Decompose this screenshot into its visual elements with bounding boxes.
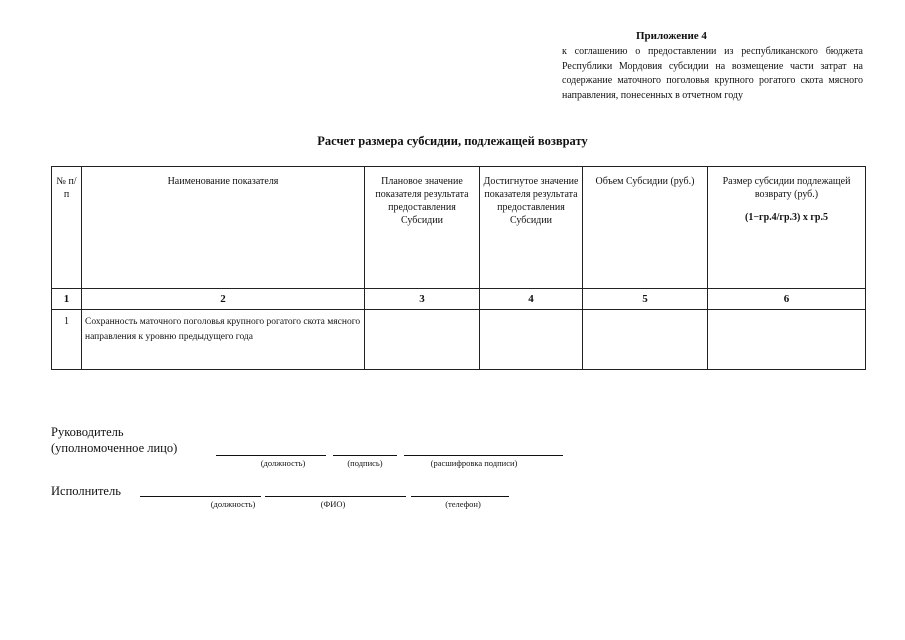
header-cell-number: № п/п bbox=[52, 167, 82, 289]
executor-position-line[interactable] bbox=[140, 496, 261, 497]
appendix-title: Приложение 4 bbox=[636, 30, 707, 42]
calculation-table bbox=[51, 166, 866, 370]
table-row bbox=[52, 310, 866, 370]
column-number: 6 bbox=[708, 289, 866, 310]
head-position-line[interactable] bbox=[216, 455, 326, 456]
head-decoding-line[interactable] bbox=[404, 455, 563, 456]
executor-caption-name: (ФИО) bbox=[320, 499, 346, 509]
header-cell-planned: Плановое значение показателя результата предоставления Субсидии bbox=[365, 167, 480, 289]
subsidy-volume-cell[interactable] bbox=[583, 310, 708, 370]
head-caption-position: (должность) bbox=[260, 458, 306, 468]
row-number-cell: 1 bbox=[52, 310, 82, 370]
head-label: Руководитель bbox=[51, 425, 124, 439]
head-label-sub: (уполномоченное лицо) bbox=[51, 441, 178, 455]
document-title: Расчет размера субсидии, подлежащей возврату bbox=[317, 134, 588, 148]
appendix-text: к соглашению о предоставлении из республиканского бюджета Республики Мордовия субсидии на возмещение части затрат на содержание маточного поголовья крупного рогатого скота мясного направления, понесенных в отчетном году bbox=[562, 46, 863, 101]
executor-caption-phone: (телефон) bbox=[445, 499, 481, 509]
head-caption-signature: (подпись) bbox=[347, 458, 383, 468]
column-number-row bbox=[52, 289, 866, 310]
executor-name-line[interactable] bbox=[265, 496, 406, 497]
executor-caption-position: (должность) bbox=[210, 499, 256, 509]
executor-label: Исполнитель bbox=[51, 484, 121, 498]
table-header-row bbox=[52, 167, 866, 289]
header-cell-refund bbox=[708, 167, 866, 289]
header-cell-name: Наименование показателя bbox=[82, 167, 365, 289]
column-number: 1 bbox=[52, 289, 82, 310]
header-refund-label: Размер субсидии подлежащей возврату (руб.) bbox=[722, 176, 851, 200]
column-number: 3 bbox=[365, 289, 480, 310]
column-number: 4 bbox=[480, 289, 583, 310]
achieved-value-cell[interactable] bbox=[480, 310, 583, 370]
column-number: 5 bbox=[583, 289, 708, 310]
planned-value-cell[interactable] bbox=[365, 310, 480, 370]
column-number: 2 bbox=[82, 289, 365, 310]
header-cell-volume: Объем Субсидии (руб.) bbox=[583, 167, 708, 289]
head-caption-decoding: (расшифровка подписи) bbox=[430, 458, 518, 468]
header-cell-achieved: Достигнутое значение показателя результата предоставления Субсидии bbox=[480, 167, 583, 289]
refund-amount-cell[interactable] bbox=[708, 310, 866, 370]
executor-phone-line[interactable] bbox=[411, 496, 509, 497]
refund-formula: (1−гр.4/гр.3) х гр.5 bbox=[745, 212, 828, 223]
head-signature-line[interactable] bbox=[333, 455, 397, 456]
indicator-name-cell: Сохранность маточного поголовья крупного рогатого скота мясного направления к уровню предыдущего года bbox=[82, 310, 365, 370]
